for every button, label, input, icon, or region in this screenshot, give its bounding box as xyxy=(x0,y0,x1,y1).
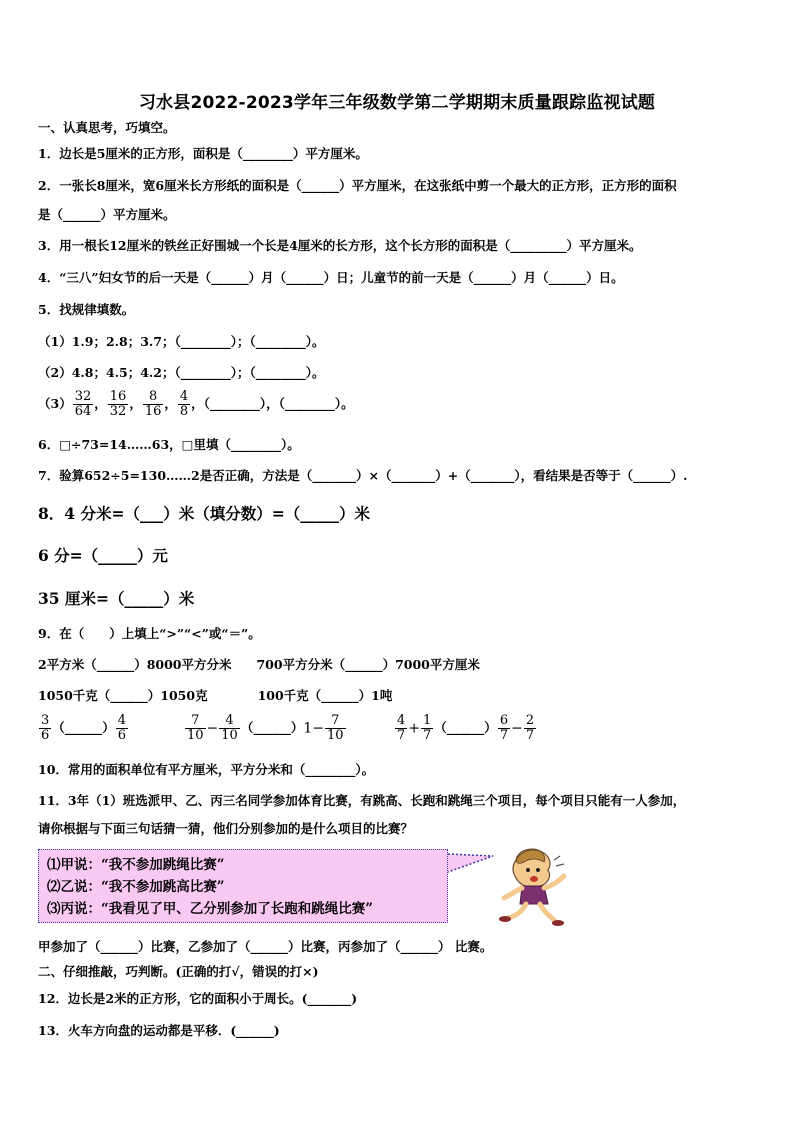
plus-sign: + xyxy=(408,720,421,737)
numerator: 4 xyxy=(117,713,127,728)
question-9-fraction-compare-3 xyxy=(394,714,537,743)
question-5-part-3 xyxy=(38,390,354,419)
numerator: 2 xyxy=(525,713,535,728)
numerator: 3 xyxy=(41,713,50,728)
separator: ， xyxy=(164,396,177,411)
fraction xyxy=(178,390,190,419)
fraction xyxy=(73,390,94,419)
fraction xyxy=(116,714,128,743)
minus-sign: − xyxy=(312,720,324,737)
question-5-part-2: （2）4.8；4.5；4.2；（________）；（________）。 xyxy=(38,365,325,380)
question-7: 7．验算652÷5=130……2是否正确，方法是（_______）×（_______）+（_______），看结果是否等于（______）. xyxy=(38,468,688,483)
question-1: 1．边长是5厘米的正方形，面积是（________）平方厘米。 xyxy=(38,146,368,161)
denominator: 10 xyxy=(221,728,238,743)
question-9-fraction-compare-1 xyxy=(38,714,129,743)
separator: ， xyxy=(94,396,107,411)
fraction xyxy=(219,714,240,743)
fraction xyxy=(325,714,346,743)
numerator: 4 xyxy=(179,389,189,404)
numerator: 7 xyxy=(185,714,206,729)
bubble-line-3: ⑶丙说：“我看见了甲、乙分别参加了长跑和跳绳比赛” xyxy=(47,901,374,917)
question-11-line-2: 请你根据与下面三句话猜一猜，他们分别参加的是什么项目的比赛？ xyxy=(38,821,414,836)
answer-blank: （______） xyxy=(240,720,304,735)
fraction xyxy=(421,714,433,743)
bubble-line-2: ⑵乙说：“我不参加跳高比赛” xyxy=(47,879,225,895)
numerator: 6 xyxy=(499,713,509,728)
question-8-line-1: 8．4 分米=（___）米（填分数）=（_____）米 xyxy=(38,504,370,523)
question-9-fraction-compare-2 xyxy=(184,714,347,743)
numerator: 8 xyxy=(143,390,164,405)
answer-blank: （______） xyxy=(434,720,497,735)
denominator: 10 xyxy=(327,728,344,743)
question-3: 3．用一根长12厘米的铁丝正好围城一个长是4厘米的长方形，这个长方形的面积是（_________）平方厘米。 xyxy=(38,238,642,253)
numerator: 32 xyxy=(74,389,92,404)
denominator: 6 xyxy=(41,728,50,743)
denominator: 64 xyxy=(74,404,92,419)
denominator: 7 xyxy=(423,728,432,743)
minus-sign: − xyxy=(206,720,219,737)
question-10: 10．常用的面积单位有平方厘米，平方分米和（________）。 xyxy=(38,762,375,777)
question-13: 13．火车方向盘的运动都是平移．(______) xyxy=(38,1023,280,1038)
question-5-part-1: （1）1.9；2.8；3.7；（________）；（________）。 xyxy=(38,334,325,349)
question-9-row-1: 2平方米（______）8000平方分米 700平方分米（______）7000平方厘米 xyxy=(38,657,480,672)
part-label: （3） xyxy=(38,396,72,411)
question-6: 6．□÷73=14……63，□里填（________）。 xyxy=(38,437,300,452)
section-heading-2: 二、仔细推敲，巧判断。(正确的打√，错误的打×) xyxy=(38,964,319,979)
numerator: 1 xyxy=(423,713,432,728)
question-9-row-2: 1050千克（______）1050克 100千克（______）1吨 xyxy=(38,688,393,703)
denominator: 7 xyxy=(499,728,509,743)
fraction xyxy=(185,714,206,743)
question-8-line-3: 35 厘米=（_____）米 xyxy=(38,589,195,608)
fraction xyxy=(39,714,51,743)
question-4: 4．“三八”妇女节的后一天是（______）月（______）日；儿童节的前一天是（______）月（______）日。 xyxy=(38,270,624,285)
denominator: 10 xyxy=(187,728,204,743)
fraction xyxy=(395,714,407,743)
fraction xyxy=(498,714,510,743)
question-2-line-2: 是（______）平方厘米。 xyxy=(38,207,176,222)
numerator: 16 xyxy=(109,389,127,404)
speech-bubble-tail xyxy=(446,852,496,876)
section-heading-1: 一、认真思考，巧填空。 xyxy=(38,120,176,135)
running-boy-illustration xyxy=(494,846,574,928)
separator: ， xyxy=(129,396,142,411)
fraction xyxy=(524,714,536,743)
question-12: 12．边长是2米的正方形，它的面积小于周长。(_______) xyxy=(38,991,358,1006)
denominator: 7 xyxy=(525,728,535,743)
denominator: 6 xyxy=(117,728,127,743)
question-5: 5．找规律填数。 xyxy=(38,302,135,317)
question-9: 9．在（ ）上填上“>”“<”或“＝”。 xyxy=(38,626,261,641)
answer-blank: （______） xyxy=(52,720,115,735)
question-2-line-1: 2．一张长8厘米，宽6厘米长方形纸的面积是（______）平方厘米，在这张纸中剪一个最大的正方形，正方形的面积 xyxy=(38,178,677,193)
question-11-line-1: 11．3年（1）班选派甲、乙、丙三名同学参加体育比赛，有跳高、长跑和跳绳三个项目，每个项目只能有一人参加， xyxy=(38,793,686,808)
denominator: 8 xyxy=(179,404,189,419)
fraction xyxy=(108,390,129,419)
minus-sign: − xyxy=(511,720,523,737)
denominator: 7 xyxy=(397,728,406,743)
answer-blanks: ，（________），（________）。 xyxy=(191,396,354,411)
numerator: 4 xyxy=(397,713,406,728)
whole-number: 1 xyxy=(303,720,313,737)
question-8-line-2: 6 分=（_____）元 xyxy=(38,546,168,565)
fraction xyxy=(143,390,164,419)
numerator: 4 xyxy=(219,714,240,729)
denominator: 16 xyxy=(144,404,162,419)
denominator: 32 xyxy=(109,404,127,419)
page-title: 习水县2022-2023学年三年级数学第二学期期末质量跟踪监视试题 xyxy=(138,93,656,113)
speech-bubble xyxy=(38,849,448,923)
question-11-answer: 甲参加了（______）比赛，乙参加了（______）比赛，丙参加了（______） 比赛。 xyxy=(38,939,493,954)
bubble-line-1: ⑴甲说：“我不参加跳绳比赛” xyxy=(47,857,225,873)
numerator: 7 xyxy=(325,714,346,729)
